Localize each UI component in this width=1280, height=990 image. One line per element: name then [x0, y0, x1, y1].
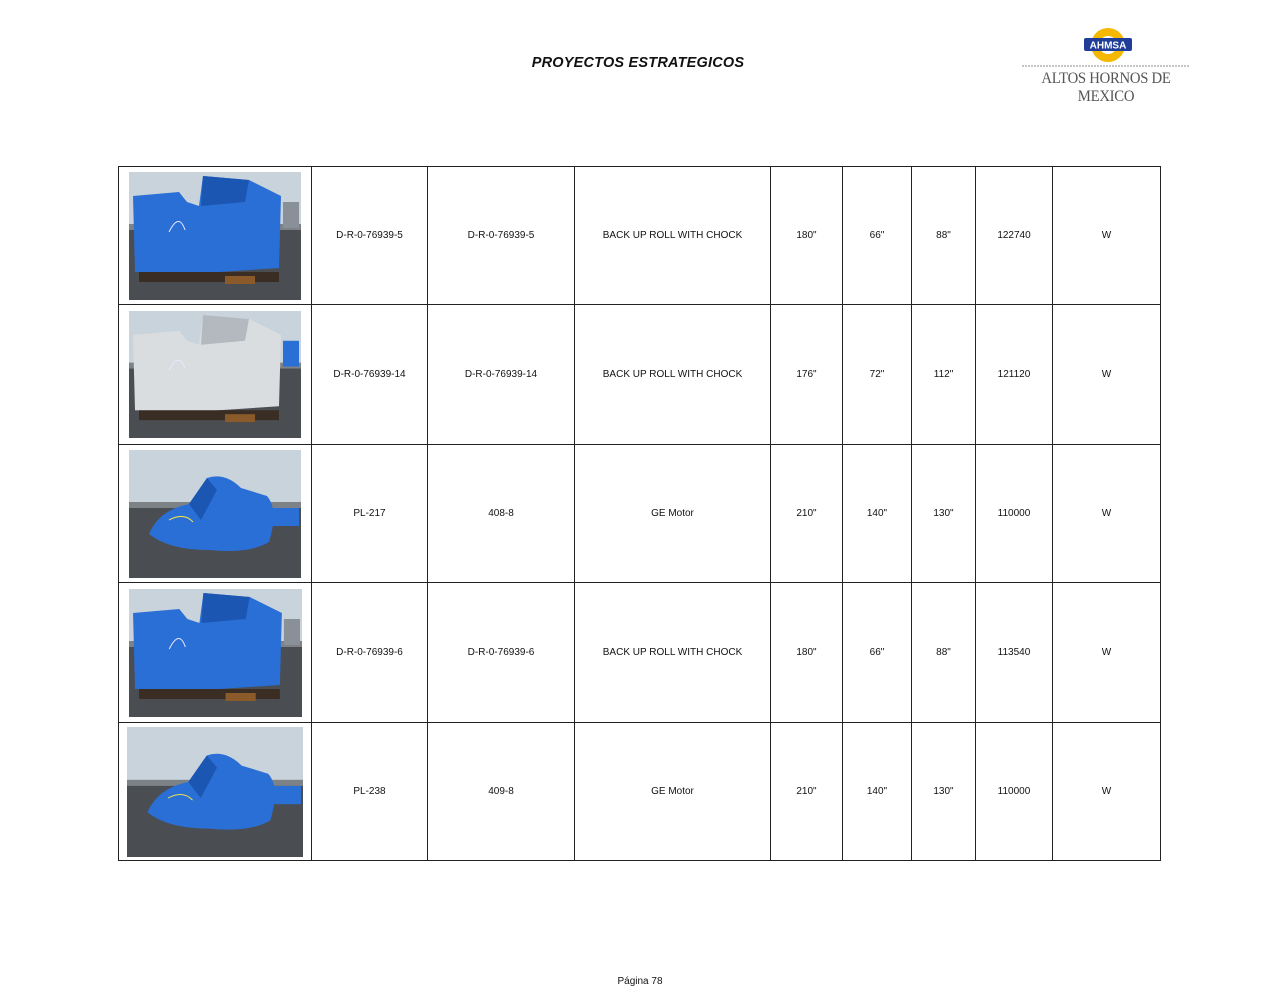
- height-cell: 88": [912, 167, 976, 305]
- width-cell: 140": [843, 723, 912, 861]
- blue-wrapped-roll-photo: [129, 172, 301, 300]
- height-cell: 88": [912, 583, 976, 723]
- page-number: Página 78: [617, 976, 663, 987]
- code-cell: W: [1053, 723, 1161, 861]
- table-row: [119, 167, 1161, 305]
- width-cell: 72": [843, 305, 912, 445]
- length-cell: 180": [771, 167, 843, 305]
- description-cell: GE Motor: [575, 723, 771, 861]
- width-cell: 140": [843, 445, 912, 583]
- table-row: [119, 445, 1161, 583]
- photo-cell: [119, 167, 312, 305]
- width-cell: 66": [843, 583, 912, 723]
- weight-cell: 110000: [976, 445, 1053, 583]
- description-cell: GE Motor: [575, 445, 771, 583]
- blue-wrapped-motor-photo: [127, 727, 303, 857]
- description-cell: BACK UP ROLL WITH CHOCK: [575, 305, 771, 445]
- width-cell: 66": [843, 167, 912, 305]
- drawing-number-cell: 408-8: [428, 445, 575, 583]
- table-row: [119, 583, 1161, 723]
- photo-cell: [119, 583, 312, 723]
- white-wrapped-roll-photo: [129, 311, 301, 438]
- equipment-table: [118, 166, 1161, 861]
- weight-cell: 121120: [976, 305, 1053, 445]
- photo-cell: [119, 723, 312, 861]
- svg-text:AHMSA: AHMSA: [1089, 40, 1127, 52]
- code-cell: W: [1053, 445, 1161, 583]
- height-cell: 112": [912, 305, 976, 445]
- company-logo: [1020, 24, 1192, 105]
- photo-cell: [119, 305, 312, 445]
- drawing-number-cell: D-R-0-76939-14: [428, 305, 575, 445]
- length-cell: 176": [771, 305, 843, 445]
- ahmsa-logo-icon: [1020, 24, 1192, 70]
- part-number-cell: D-R-0-76939-5: [312, 167, 428, 305]
- table-row: [119, 723, 1161, 861]
- code-cell: W: [1053, 167, 1161, 305]
- part-number-cell: PL-217: [312, 445, 428, 583]
- length-cell: 210": [771, 445, 843, 583]
- logo-wordmark: ALTOS HORNOS DE MEXICO: [1041, 70, 1171, 105]
- weight-cell: 122740: [976, 167, 1053, 305]
- part-number-cell: D-R-0-76939-14: [312, 305, 428, 445]
- table-row: [119, 305, 1161, 445]
- height-cell: 130": [912, 445, 976, 583]
- description-cell: BACK UP ROLL WITH CHOCK: [575, 583, 771, 723]
- drawing-number-cell: 409-8: [428, 723, 575, 861]
- drawing-number-cell: D-R-0-76939-5: [428, 167, 575, 305]
- code-cell: W: [1053, 305, 1161, 445]
- length-cell: 180": [771, 583, 843, 723]
- photo-cell: [119, 445, 312, 583]
- weight-cell: 113540: [976, 583, 1053, 723]
- description-cell: BACK UP ROLL WITH CHOCK: [575, 167, 771, 305]
- drawing-number-cell: D-R-0-76939-6: [428, 583, 575, 723]
- code-cell: W: [1053, 583, 1161, 723]
- part-number-cell: PL-238: [312, 723, 428, 861]
- blue-wrapped-motor-photo: [129, 450, 301, 578]
- part-number-cell: D-R-0-76939-6: [312, 583, 428, 723]
- page-title: PROYECTOS ESTRATEGICOS: [531, 55, 745, 71]
- height-cell: 130": [912, 723, 976, 861]
- blue-wrapped-roll-photo: [129, 589, 302, 717]
- length-cell: 210": [771, 723, 843, 861]
- weight-cell: 110000: [976, 723, 1053, 861]
